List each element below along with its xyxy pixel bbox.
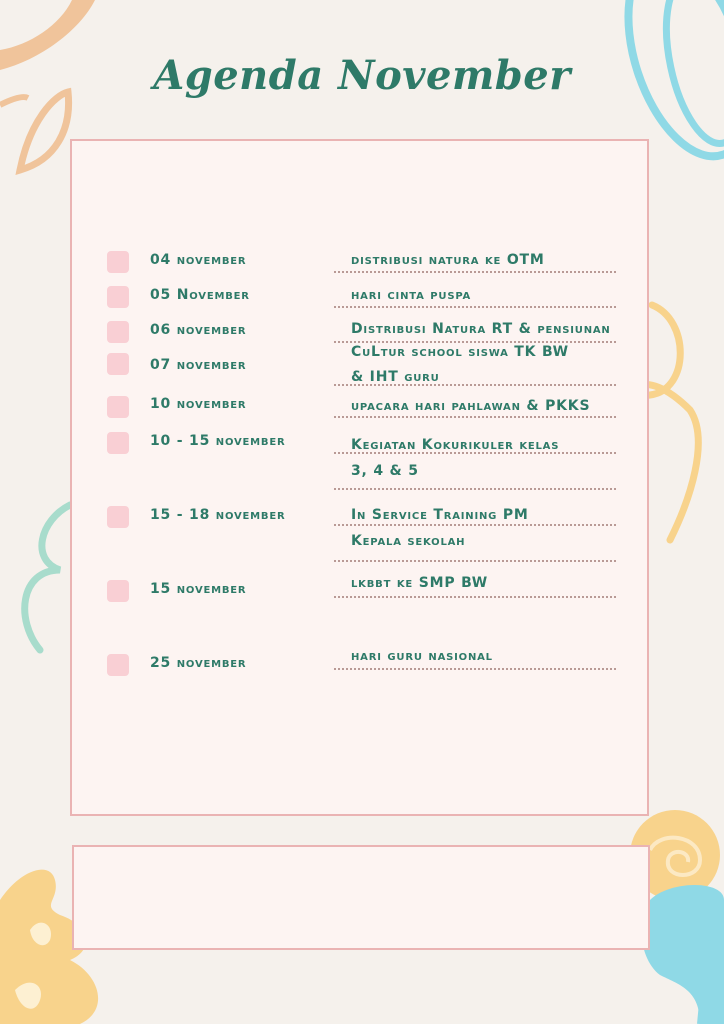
agenda-activity: 3, 4 & 5 bbox=[351, 463, 419, 479]
agenda-date: 10 november bbox=[150, 396, 247, 412]
agenda-date: 07 november bbox=[150, 357, 247, 373]
agenda-activity: hari cinta puspa bbox=[351, 287, 472, 303]
agenda-date: 15 november bbox=[150, 581, 247, 597]
notes-box[interactable] bbox=[72, 845, 650, 950]
agenda-activity: Kepala sekolah bbox=[351, 533, 466, 549]
dotted-line bbox=[334, 306, 616, 308]
agenda-date: 25 november bbox=[150, 655, 247, 671]
agenda-date: 06 november bbox=[150, 322, 247, 338]
agenda-checkbox[interactable] bbox=[107, 432, 129, 454]
agenda-checkbox[interactable] bbox=[107, 580, 129, 602]
agenda-activity: & IHT guru bbox=[351, 369, 440, 385]
dotted-line bbox=[334, 341, 616, 343]
dotted-line bbox=[334, 596, 616, 598]
dotted-line bbox=[334, 384, 616, 386]
dotted-line bbox=[334, 560, 616, 562]
agenda-activity: hari guru nasional bbox=[351, 648, 493, 664]
mint-squiggle bbox=[25, 505, 70, 650]
dotted-line bbox=[334, 488, 616, 490]
peach-leaf-outline bbox=[20, 92, 69, 170]
agenda-checkbox[interactable] bbox=[107, 654, 129, 676]
dotted-line bbox=[334, 668, 616, 670]
dotted-line bbox=[334, 452, 616, 454]
agenda-checkbox[interactable] bbox=[107, 396, 129, 418]
agenda-checkbox[interactable] bbox=[107, 321, 129, 343]
dotted-line bbox=[334, 524, 616, 526]
agenda-activity: In Service Training PM bbox=[351, 507, 529, 523]
blue-blob bbox=[641, 885, 724, 1024]
agenda-activity: lkbbt ke SMP BW bbox=[351, 575, 489, 591]
dotted-line bbox=[334, 271, 616, 273]
agenda-activity: CuLtur school siswa TK BW bbox=[351, 344, 569, 360]
agenda-date: 15 - 18 november bbox=[150, 507, 286, 523]
agenda-date: 05 November bbox=[150, 287, 250, 303]
agenda-checkbox[interactable] bbox=[107, 286, 129, 308]
agenda-activity: Distribusi Natura RT & pensiunan bbox=[351, 321, 611, 337]
agenda-checkbox[interactable] bbox=[107, 251, 129, 273]
page-title: Agenda November bbox=[153, 52, 571, 99]
agenda-date: 04 november bbox=[150, 252, 247, 268]
agenda-checkbox[interactable] bbox=[107, 353, 129, 375]
agenda-checkbox[interactable] bbox=[107, 506, 129, 528]
agenda-activity: distribusi natura ke OTM bbox=[351, 252, 545, 268]
agenda-activity: upacara hari pahlawan & PKKS bbox=[351, 398, 591, 414]
dotted-line bbox=[334, 416, 616, 418]
agenda-date: 10 - 15 november bbox=[150, 433, 286, 449]
agenda-activity: Kegiatan Kokurikuler kelas bbox=[351, 437, 560, 453]
